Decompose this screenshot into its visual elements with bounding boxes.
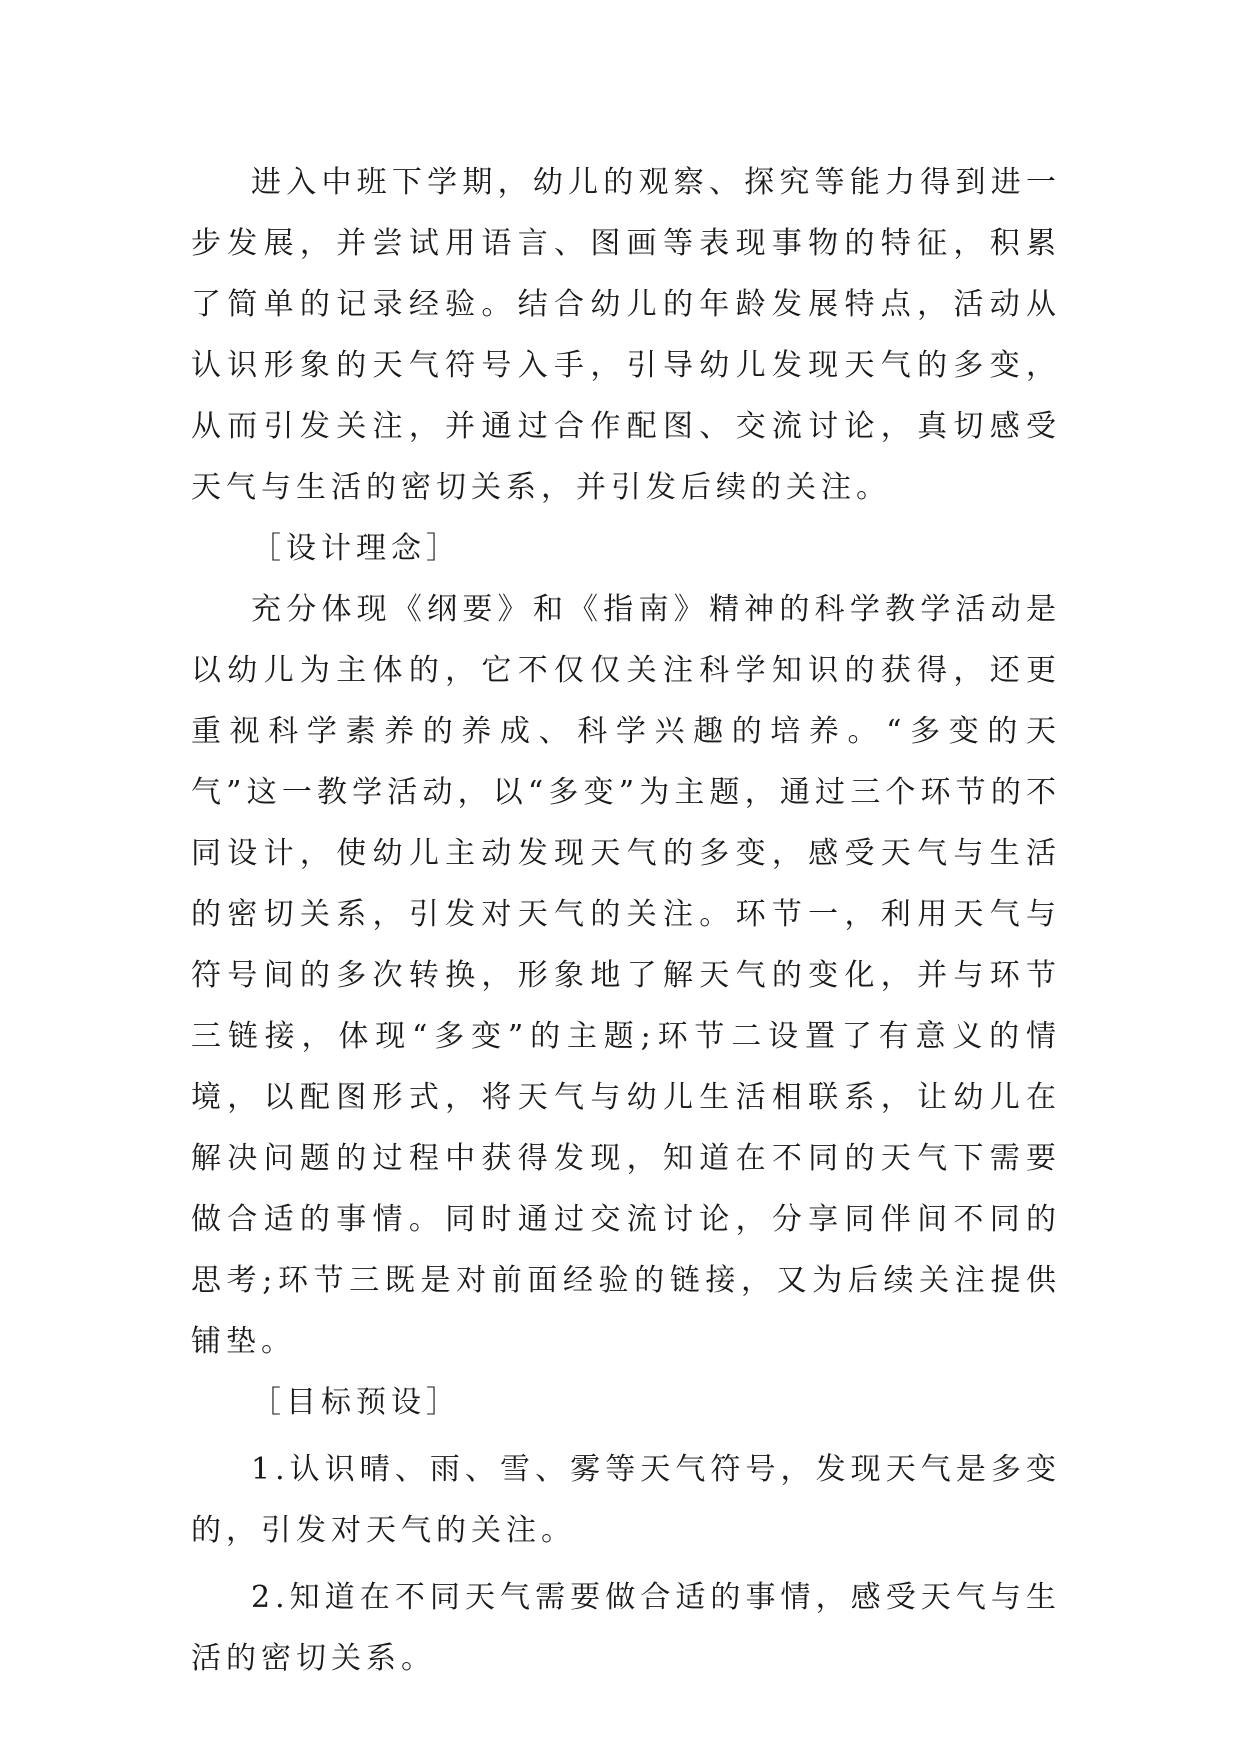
goal-item-1: 1.认识晴、雨、雪、雾等天气符号，发现天气是多变的，引发对天气的关注。: [191, 1452, 1061, 1548]
section-heading-design-concept: ［设计理念］: [251, 531, 461, 566]
section-heading-goals: ［目标预设］: [251, 1385, 461, 1420]
paragraph-intro: 进入中班下学期，幼儿的观察、探究等能力得到进一步发展，并尝试用语言、图画等表现事物的特征，积累了简单的记录经验。结合幼儿的年龄发展特点，活动从认识形象的天气符号入手，引导幼儿发现天气的多变，从而引发关注，并通过合作配图、交流讨论，真切感受天气与生活的密切关系，并引发后续的关注。: [191, 165, 1061, 505]
paragraph-design-concept: 充分体现《纲要》和《指南》精神的科学教学活动是以幼儿为主体的，它不仅仅关注科学知识的获得，还更重视科学素养的养成、科学兴趣的培养。“多变的天气”这一教学活动，以“多变”为主题，通过三个环节的不同设计，使幼儿主动发现天气的多变，感受天气与生活的密切关系，引发对天气的关注。环节一，利用天气与符号间的多次转换，形象地了解天气的变化，并与环节三链接，体现“多变”的主题;环节二设置了有意义的情境，以配图形式，将天气与幼儿生活相联系，让幼儿在解决问题的过程中获得发现，知道在不同的天气下需要做合适的事情。同时通过交流讨论，分享同伴间不同的思考;环节三既是对前面经验的链接，又为后续关注提供铺垫。: [191, 592, 1061, 1359]
goal-item-2: 2.知道在不同天气需要做合适的事情，感受天气与生活的密切关系。: [191, 1580, 1061, 1676]
document-body: [191, 152, 1061, 1689]
